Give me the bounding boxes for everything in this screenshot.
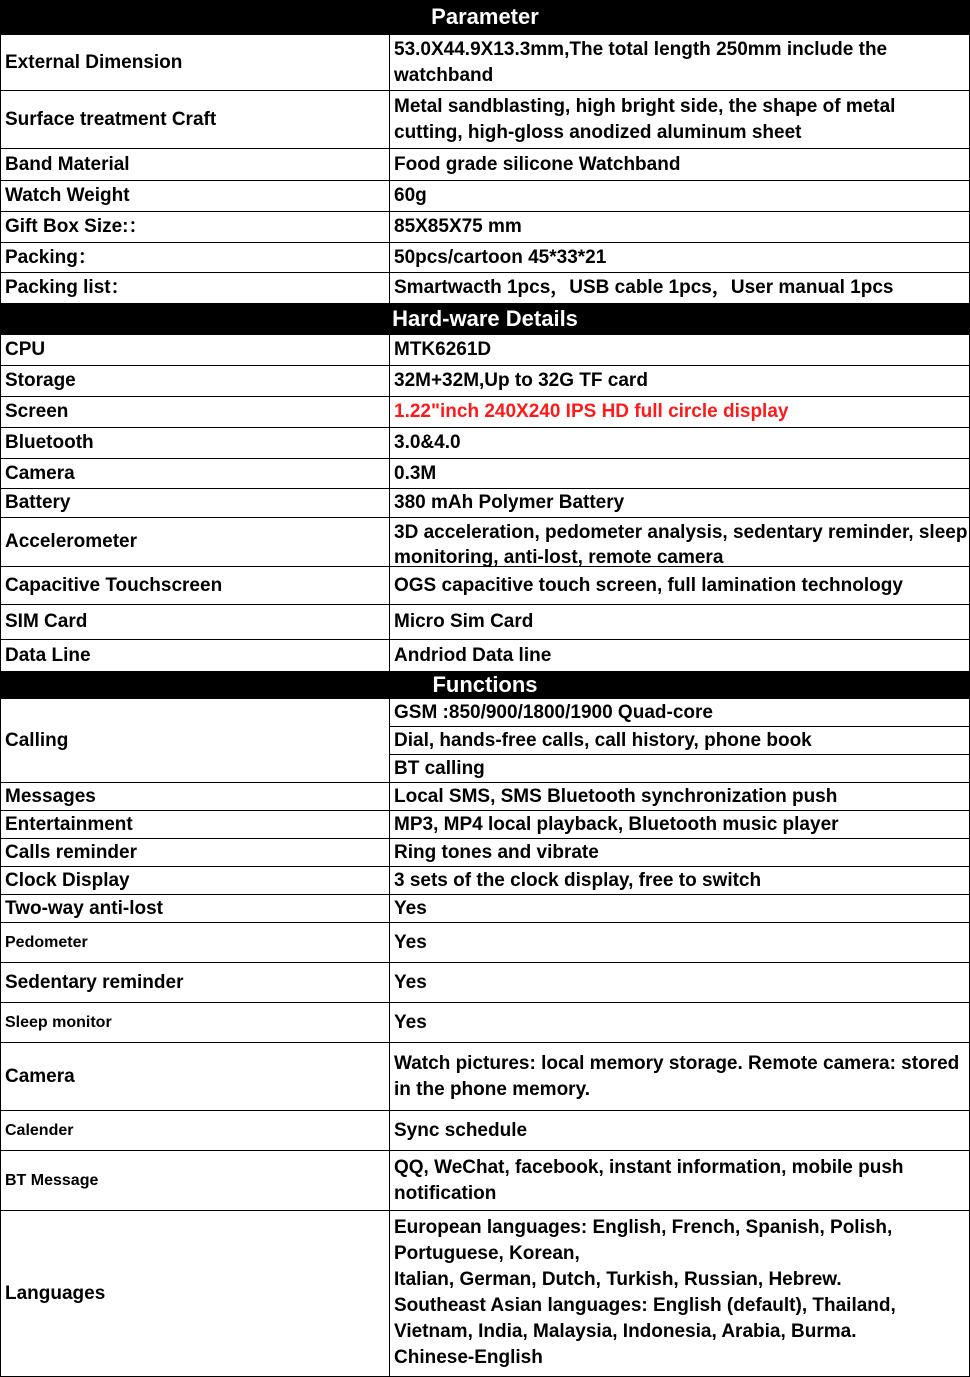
spec-label: Data Line bbox=[0, 640, 390, 671]
spec-row bbox=[0, 212, 970, 243]
spec-label: Sleep monitor bbox=[0, 1003, 390, 1042]
spec-label: Camera bbox=[0, 1043, 390, 1110]
spec-value: BT calling bbox=[390, 755, 970, 783]
section-header-parameter bbox=[0, 0, 970, 35]
spec-value: QQ, WeChat, facebook, instant information, mobile push notification bbox=[390, 1151, 970, 1210]
language-line: Chinese-English bbox=[394, 1347, 543, 1368]
spec-label: Calls reminder bbox=[0, 839, 390, 866]
language-line: Southeast Asian languages: English (default), Thailand, bbox=[394, 1295, 896, 1316]
spec-row bbox=[0, 605, 970, 640]
spec-label: Watch Weight bbox=[0, 181, 390, 211]
spec-row bbox=[0, 366, 970, 397]
spec-value: MTK6261D bbox=[390, 335, 970, 365]
spec-row bbox=[0, 567, 970, 605]
spec-value: Yes bbox=[390, 1003, 970, 1042]
spec-value: 380 mAh Polymer Battery bbox=[390, 489, 970, 517]
spec-label: Sedentary reminder bbox=[0, 963, 390, 1002]
spec-value: Sync schedule bbox=[390, 1111, 970, 1150]
spec-label: Calender bbox=[0, 1111, 390, 1150]
language-line: European languages: English, French, Spanish, Polish, bbox=[394, 1217, 893, 1238]
spec-value-highlight: 1.22"inch 240X240 IPS HD full circle display bbox=[390, 397, 970, 427]
language-line: Vietnam, India, Malaysia, Indonesia, Arabia, Burma. bbox=[394, 1321, 857, 1342]
spec-value: MP3, MP4 local playback, Bluetooth music player bbox=[390, 811, 970, 838]
spec-row bbox=[0, 149, 970, 181]
spec-value: 50pcs/cartoon 45*33*21 bbox=[390, 243, 970, 272]
section-title: Functions bbox=[432, 672, 538, 697]
spec-row bbox=[0, 489, 970, 518]
spec-label: Pedometer bbox=[0, 923, 390, 962]
spec-value: Yes bbox=[390, 895, 970, 922]
spec-row bbox=[0, 963, 970, 1003]
spec-value: Yes bbox=[390, 963, 970, 1002]
spec-label: Calling bbox=[0, 699, 390, 782]
spec-value: Andriod Data line bbox=[390, 640, 970, 671]
spec-row bbox=[0, 1151, 970, 1211]
section-header-hardware bbox=[0, 304, 970, 335]
spec-row bbox=[0, 459, 970, 489]
spec-row-calling bbox=[0, 699, 970, 783]
spec-value: 85X85X75 mm bbox=[390, 212, 970, 242]
spec-label: Surface treatment Craft bbox=[0, 91, 390, 148]
spec-value: 60g bbox=[390, 181, 970, 211]
spec-label: Capacitive Touchscreen bbox=[0, 567, 390, 604]
spec-label: Gift Box Size:： bbox=[0, 212, 390, 242]
spec-value: Yes bbox=[390, 923, 970, 962]
spec-value: 3.0&4.0 bbox=[390, 428, 970, 458]
spec-row bbox=[0, 895, 970, 923]
spec-label: Storage bbox=[0, 366, 390, 396]
spec-label: CPU bbox=[0, 335, 390, 365]
spec-row bbox=[0, 923, 970, 963]
section-title: Parameter bbox=[431, 4, 539, 29]
spec-row bbox=[0, 783, 970, 811]
spec-row bbox=[0, 397, 970, 428]
spec-value: 3D acceleration, pedometer analysis, sedentary reminder, sleep monitoring, anti-lost, remote camera bbox=[390, 518, 970, 566]
section-header-functions bbox=[0, 672, 970, 699]
spec-value: Food grade silicone Watchband bbox=[390, 149, 970, 180]
spec-value: Dial, hands-free calls, call history, phone book bbox=[390, 727, 970, 755]
spec-value: Ring tones and vibrate bbox=[390, 839, 970, 866]
spec-label: Screen bbox=[0, 397, 390, 427]
spec-value: Metal sandblasting, high bright side, the shape of metal cutting, high-gloss anodized aluminum sheet bbox=[390, 91, 970, 148]
spec-label: BT Message bbox=[0, 1151, 390, 1210]
spec-label: Two-way anti-lost bbox=[0, 895, 390, 922]
spec-row bbox=[0, 811, 970, 839]
spec-label: SIM Card bbox=[0, 605, 390, 639]
spec-value: 3 sets of the clock display, free to switch bbox=[390, 867, 970, 894]
languages-list bbox=[390, 1211, 970, 1376]
spec-label: Languages bbox=[0, 1211, 390, 1376]
spec-row-languages bbox=[0, 1211, 970, 1377]
spec-row bbox=[0, 273, 970, 304]
spec-row bbox=[0, 1003, 970, 1043]
spec-value: Smartwacth 1pcs，USB cable 1pcs，User manual 1pcs bbox=[390, 273, 970, 303]
spec-row bbox=[0, 91, 970, 149]
spec-row bbox=[0, 428, 970, 459]
language-line: Portuguese, Korean, bbox=[394, 1243, 580, 1264]
spec-label: Packing list： bbox=[0, 273, 390, 303]
spec-label: Bluetooth bbox=[0, 428, 390, 458]
spec-row bbox=[0, 640, 970, 672]
spec-row bbox=[0, 839, 970, 867]
spec-label: Battery bbox=[0, 489, 390, 517]
spec-value: 32M+32M,Up to 32G TF card bbox=[390, 366, 970, 396]
spec-value: Local SMS, SMS Bluetooth synchronization push bbox=[390, 783, 970, 810]
spec-label: Clock Display bbox=[0, 867, 390, 894]
spec-row bbox=[0, 35, 970, 91]
spec-value: Micro Sim Card bbox=[390, 605, 970, 639]
spec-row bbox=[0, 518, 970, 567]
spec-value: 53.0X44.9X13.3mm,The total length 250mm include the watchband bbox=[390, 35, 970, 90]
spec-value: GSM :850/900/1800/1900 Quad-core bbox=[390, 699, 970, 727]
language-line: Italian, German, Dutch, Turkish, Russian, Hebrew. bbox=[394, 1269, 842, 1290]
spec-value: Watch pictures: local memory storage. Remote camera: stored in the phone memory. bbox=[390, 1043, 970, 1110]
section-title: Hard-ware Details bbox=[392, 306, 578, 331]
spec-label: Packing： bbox=[0, 243, 390, 272]
spec-label: Entertainment bbox=[0, 811, 390, 838]
spec-row bbox=[0, 1043, 970, 1111]
spec-row bbox=[0, 243, 970, 273]
spec-label: Camera bbox=[0, 459, 390, 488]
spec-label: Messages bbox=[0, 783, 390, 810]
spec-row bbox=[0, 181, 970, 212]
spec-label: Band Material bbox=[0, 149, 390, 180]
spec-label: External Dimension bbox=[0, 35, 390, 90]
spec-row bbox=[0, 1111, 970, 1151]
spec-label: Accelerometer bbox=[0, 518, 390, 566]
spec-value: 0.3M bbox=[390, 459, 970, 488]
spec-row bbox=[0, 867, 970, 895]
spec-value: OGS capacitive touch screen, full lamination technology bbox=[390, 567, 970, 604]
spec-row bbox=[0, 335, 970, 366]
